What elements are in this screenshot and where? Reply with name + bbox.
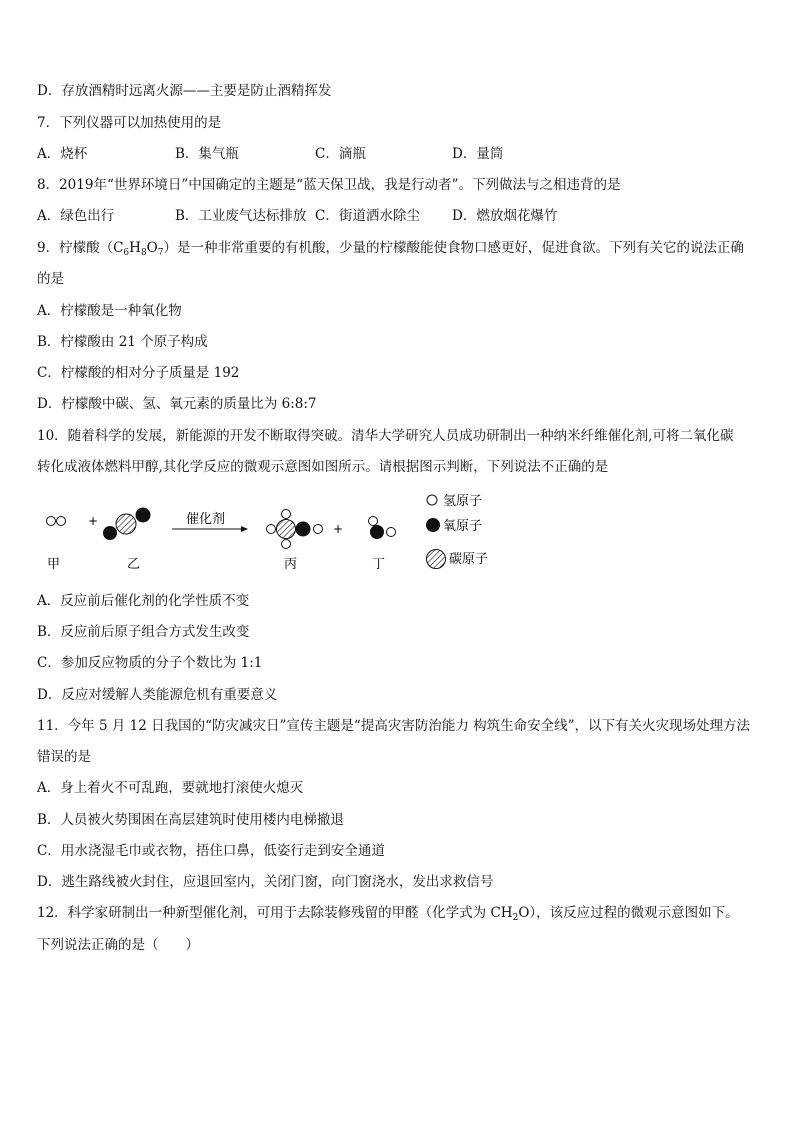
q12-stem: 12．科学家研制出一种新型催化剂，可用于去除装修残留的甲醛（化学式为 $CH_2O$），该反应过程的微观示意图如下。	[37, 905, 739, 923]
q11-stem: 11．今年 5 月 12 日我国的“防灾减灾日”宣传主题是“提高灾害防治能力 构筑生命安全线”，以下有关火灾现场处理方法	[37, 718, 751, 734]
label-jia: 甲	[47, 557, 61, 572]
q8-stem: 8．2019年“世界环境日”中国确定的主题是“蓝天保卫战，我是行动者”。下列做法与之相违背的是	[37, 177, 621, 193]
catalyst-label: 催化剂	[186, 512, 226, 527]
reaction-diagram	[0, 485, 794, 580]
q8-option-d: D．燃放烟花爆竹	[452, 208, 558, 224]
legend-oxygen: 氧原子	[443, 519, 483, 534]
q8-option-a: A．绿色出行	[37, 208, 115, 224]
q7-option-c: C．滴瓶	[315, 146, 366, 162]
q9-stem: 9．柠檬酸$(C_6H_8O_7)$是一种非常重要的有机酸，少量的柠檬酸能使食物口感更好，促进食欲。下列有关它的说法正确	[37, 240, 744, 258]
q10-option-b: B．反应前后原子组合方式发生改变	[37, 624, 250, 640]
q7-option-a: A．烧杯	[37, 146, 88, 162]
q10-option-d: D．反应对缓解人类能源危机有重要意义	[37, 687, 278, 703]
water-molecule	[369, 517, 396, 540]
legend-hydrogen: 氢原子	[443, 494, 483, 509]
q9-option-a: A．柠檬酸是一种氧化物	[37, 303, 182, 319]
q9-option-c: C．柠檬酸的相对分子质量是 192	[37, 365, 240, 381]
q11-stem-line2: 错误的是	[37, 749, 91, 765]
label-bing: 丙	[284, 557, 298, 572]
q9-option-d: D．柠檬酸中碳、氢、氧元素的质量比为 6:8:7	[37, 396, 317, 412]
q7-option-d: D．量筒	[452, 146, 504, 162]
q9-stem-line2: 的是	[37, 271, 64, 287]
legend	[426, 494, 488, 569]
q8-option-b: B．工业废气达标排放	[175, 208, 307, 224]
q11-option-a: A．身上着火不可乱跑，要就地打滚使火熄灭	[37, 780, 304, 796]
q9-option-b: B．柠檬酸由 21 个原子构成	[37, 334, 208, 350]
co2-molecule	[103, 508, 151, 541]
q6-option-d: D．存放酒精时远离火源——主要是防止酒精挥发	[37, 83, 332, 99]
plus-sign-2: +	[333, 522, 344, 536]
plus-sign-1: +	[88, 514, 99, 528]
legend-carbon: 碳原子	[449, 552, 489, 567]
q10-stem-line2: 转化成液体燃料甲醇,其化学反应的微观示意图如图所示。请根据图示判断，下列说法不正确的是	[37, 459, 609, 475]
label-ding: 丁	[372, 557, 386, 572]
q10-stem: 10．随着科学的发展，新能源的开发不断取得突破。清华大学研究人员成功研制出一种纳米纤维催化剂,可将二氧化碳	[37, 428, 734, 444]
q8-option-c: C．街道洒水除尘	[315, 208, 420, 224]
h2-molecule	[47, 517, 66, 526]
label-yi: 乙	[127, 557, 141, 572]
q11-option-b: B．人员被火势围困在高层建筑时使用楼内电梯撤退	[37, 812, 344, 828]
q12-stem-line2: 下列说法正确的是（ ）	[37, 937, 199, 953]
q11-option-d: D．逃生路线被火封住，应退回室内，关闭门窗，向门窗浇水，发出求救信号	[37, 874, 494, 890]
q10-option-a: A．反应前后催化剂的化学性质不变	[37, 593, 250, 609]
methanol-molecule	[267, 510, 323, 549]
q7-stem: 7．下列仪器可以加热使用的是	[37, 115, 222, 131]
q7-option-b: B．集气瓶	[175, 146, 239, 162]
q11-option-c: C．用水浇湿毛巾或衣物，捂住口鼻，低姿行走到安全通道	[37, 843, 385, 859]
q10-option-c: C．参加反应物质的分子个数比为 1:1	[37, 655, 263, 671]
